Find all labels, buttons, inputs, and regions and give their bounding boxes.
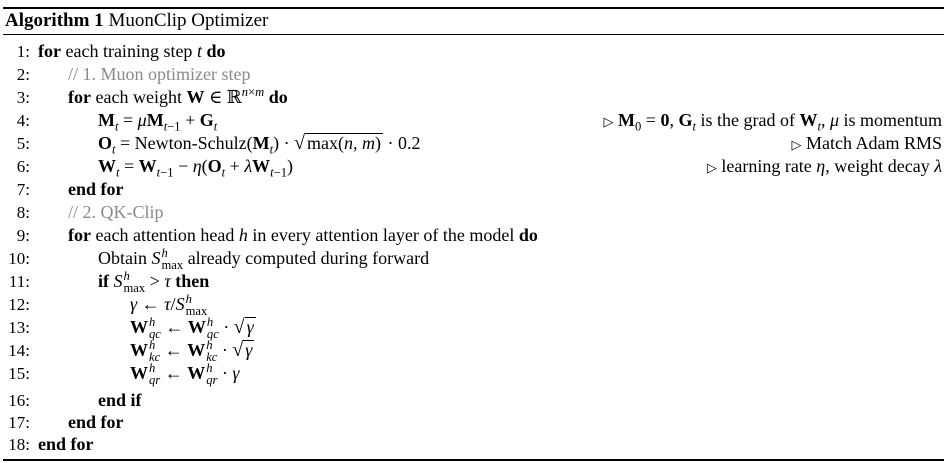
algorithm-line-8: [0, 201, 947, 224]
algorithm-line-1: [0, 40, 947, 63]
sqrt-argument: max(n, m): [307, 133, 382, 153]
keyword-then: then: [175, 271, 210, 291]
line-text: each attention head: [95, 225, 235, 245]
sqrt-argument: γ: [246, 317, 254, 337]
algorithm-line-10: [0, 247, 947, 270]
line-content: [68, 86, 288, 109]
radical-sign-icon: √: [232, 339, 244, 361]
line-number: 10:: [8, 249, 30, 268]
line-number: 17:: [8, 413, 30, 432]
comment-triangle-icon: ▷: [791, 137, 802, 152]
comment-text: learning rate: [721, 156, 812, 176]
keyword-for: for: [38, 41, 61, 61]
keyword-do: do: [518, 225, 538, 245]
algorithm-line-4: [0, 109, 947, 132]
line-comment: ▷ learning rate η, weight decay λ: [706, 156, 942, 176]
algorithm-line-18: [0, 433, 947, 456]
keyword-end-for: end for: [38, 434, 94, 454]
line-number: 9:: [16, 226, 30, 245]
comment-triangle-icon: ▷: [603, 114, 614, 129]
line-content: Obtain S h max already computed during forward: [98, 245, 430, 272]
line-number: 11:: [8, 272, 30, 291]
header-rule: [3, 34, 944, 35]
line-number: 13:: [8, 318, 30, 337]
math-expression: $W_t = W_{t-1} - \eta(O_t + \lambda W_{t-1})$: [98, 156, 294, 180]
line-number: 1:: [16, 42, 30, 61]
keyword-if: if: [98, 271, 109, 291]
math-expression: $O_t$ = Newton-$Schulz(M_t)$ · √ max(n, m) · 0.2: [98, 132, 421, 157]
line-content: [38, 40, 225, 63]
line-number: 8:: [16, 203, 30, 222]
comment-text: Match Adam RMS: [805, 133, 942, 153]
algorithm-line-17: [0, 411, 947, 434]
keyword-for: for: [68, 87, 91, 107]
keyword-end-for: end for: [68, 412, 124, 432]
algorithm-line-14: [0, 339, 947, 362]
line-text: Obtain: [98, 248, 147, 268]
line-number: 16:: [8, 391, 30, 410]
line-text: in every attention layer of the model: [252, 225, 515, 245]
line-number: 2:: [16, 65, 30, 84]
algorithm-title: [5, 9, 268, 33]
keyword-end-if: end if: [98, 390, 142, 410]
line-number: 12:: [8, 295, 30, 314]
line-number: 6:: [16, 157, 30, 176]
keyword-for: for: [68, 225, 91, 245]
keyword-end-for: end for: [68, 179, 124, 199]
line-number: 15:: [8, 364, 30, 383]
line-number: 7:: [16, 180, 30, 199]
radical-sign-icon: √: [294, 132, 306, 154]
sqrt-argument: γ: [245, 340, 253, 360]
line-content: if S h max > τ then: [98, 268, 210, 295]
algorithm-line-3: [0, 86, 947, 109]
comment-text: // 2. QK-Clip: [68, 202, 164, 222]
comment-text: is the grad of: [700, 110, 795, 130]
algorithm-line-6: [0, 155, 947, 178]
math-expression: γ ← τ/S h max: [130, 291, 208, 318]
algorithm-line-12: [0, 293, 947, 316]
bottom-rule: [3, 459, 944, 461]
algorithm-line-11: [0, 270, 947, 293]
function-name: Newton-Schulz: [134, 133, 247, 153]
algorithm-line-2: [0, 63, 947, 86]
math-expression: W ∈ ℝ$^{n\times m}$: [186, 85, 265, 107]
algorithm-line-13: [0, 316, 947, 339]
line-text: already computed during forward: [187, 248, 430, 268]
algorithm-line-7: [0, 178, 947, 201]
comment-text: weight decay: [834, 156, 930, 176]
math-expression: W h qc ← W h qc · √ γ: [130, 314, 254, 341]
comment-text: // 1. Muon optimizer step: [68, 64, 251, 84]
math-expression: W h kc ← W h kc · √ γ: [130, 337, 253, 364]
line-content: for each attention head h in every attention layer of the model do: [68, 225, 538, 245]
line-text: each weight: [95, 87, 182, 107]
algorithm-line-16: [0, 389, 947, 412]
algorithm-line-5: [0, 132, 947, 155]
algorithm-label: Algorithm 1: [5, 10, 104, 31]
algorithm-line-9: [0, 224, 947, 247]
math-expression: W h qr ← W h qr · γ: [130, 360, 240, 387]
math-variable: t: [196, 41, 202, 61]
line-comment: ▷ $M_0 = 0$, $G_t$ is the grad of $W_t$, μ is momentum: [603, 110, 942, 134]
constant-value: 0.2: [398, 133, 421, 153]
comment-text: is momentum: [843, 110, 942, 130]
keyword-do: do: [268, 87, 288, 107]
algorithm-line-15: [0, 362, 947, 385]
line-number: 5:: [16, 134, 30, 153]
line-text: each training step: [65, 41, 193, 61]
keyword-do: do: [206, 41, 226, 61]
line-comment: [791, 132, 942, 156]
line-number: 4:: [16, 111, 30, 130]
algorithm-name: MuonClip Optimizer: [108, 10, 269, 31]
line-number: 3:: [16, 88, 30, 107]
radical-sign-icon: √: [233, 316, 245, 338]
comment-triangle-icon: ▷: [706, 160, 717, 175]
line-number: 14:: [8, 341, 30, 360]
function-name: max: [307, 133, 339, 153]
math-expression: $M_t = \mu M_{t-1} + G_t$: [98, 110, 218, 134]
line-number: 18:: [8, 435, 30, 454]
